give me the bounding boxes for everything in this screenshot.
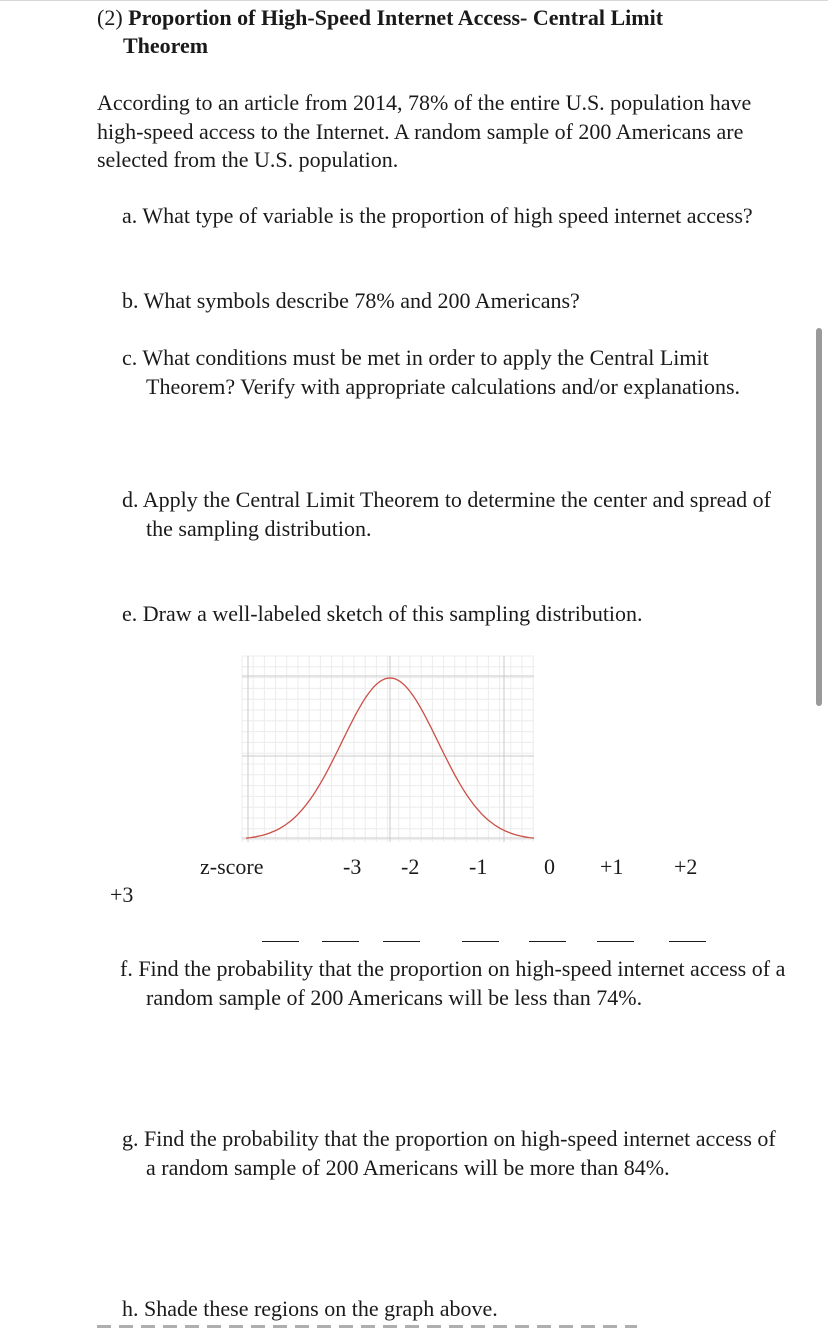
z-tick-minus-2: -2 <box>401 854 420 879</box>
z-score-label: z-score <box>200 854 264 879</box>
z-tick-0: 0 <box>544 854 555 879</box>
answer-blank[interactable] <box>529 941 566 942</box>
answer-blank[interactable] <box>462 941 499 942</box>
problem-intro: According to an article from 2014, 78% of the entire U.S. population have high-speed access to the Internet. A random sample of 200 Americans are selected from the U.S. population. <box>97 90 752 172</box>
question-b: b. What symbols describe 78% and 200 Americans? <box>122 288 580 313</box>
top-divider <box>0 0 828 1</box>
next-line-cutoff <box>97 1322 637 1330</box>
question-d: d. Apply the Central Limit Theorem to determine the center and spread of the sampling distribution. <box>122 487 771 541</box>
problem-number: (2) <box>97 5 123 30</box>
z-tick-minus-1: -1 <box>469 854 488 879</box>
problem-title-continued: Theorem <box>123 33 209 58</box>
scrollbar-thumb[interactable] <box>816 328 822 706</box>
answer-blank[interactable] <box>669 941 706 942</box>
answer-blank[interactable] <box>597 941 634 942</box>
question-c: c. What conditions must be met in order to apply the Central Limit Theorem? Verify with appropriate calculations and/or explanations. <box>122 345 740 399</box>
problem-heading <box>97 4 797 60</box>
question-a: a. What type of variable is the proportion of high speed internet access? <box>122 203 753 228</box>
normal-curve-sketch <box>236 650 542 848</box>
z-tick-plus-1: +1 <box>600 854 624 879</box>
problem-title: Proportion of High-Speed Internet Access- Central Limit <box>128 5 664 30</box>
question-f: f. Find the probability that the proportion on high-speed internet access of a random sample of 200 Americans will be less than 74%. <box>120 956 786 1010</box>
z-tick-plus-3: +3 <box>110 882 134 907</box>
answer-blank[interactable] <box>383 941 420 942</box>
answer-blank[interactable] <box>262 941 299 942</box>
question-e: e. Draw a well-labeled sketch of this sampling distribution. <box>122 601 643 626</box>
question-g: g. Find the probability that the proportion on high-speed internet access of a random sample of 200 Americans will be more than 84%. <box>122 1126 776 1180</box>
z-tick-minus-3: -3 <box>343 854 362 879</box>
answer-blank[interactable] <box>322 941 359 942</box>
question-h: h. Shade these regions on the graph above. <box>122 1296 498 1321</box>
chart-grid <box>242 656 534 842</box>
z-tick-plus-2: +2 <box>674 854 698 879</box>
